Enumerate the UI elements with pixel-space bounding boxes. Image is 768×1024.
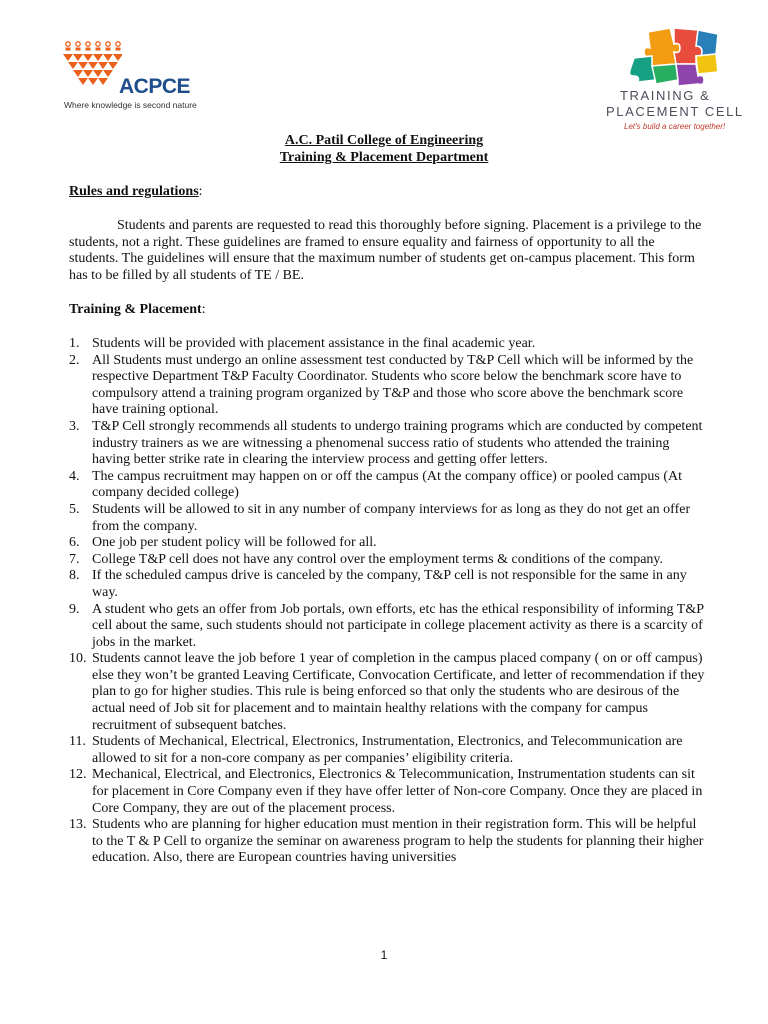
rule-number: 5. [69, 501, 80, 517]
rule-text: College T&P cell does not have any control over the employment terms & conditions of the company. [92, 551, 664, 567]
rules-title-text: Rules and regulations [69, 184, 199, 199]
rules-section-title [69, 184, 203, 200]
rule-item [69, 502, 709, 535]
training-title-text: Training & Placement [69, 302, 202, 317]
rule-item [69, 336, 709, 353]
rule-text: The campus recruitment may happen on or off the campus (At the company office) or pooled campus (At company decided college) [92, 468, 683, 501]
department-name: Training & Placement Department [279, 150, 489, 165]
puzzle-pieces-icon [626, 24, 730, 90]
training-section-title [69, 302, 206, 318]
rule-text: Students of Mechanical, Electrical, Electronics, Instrumentation, Electronics, and Telecommunication are allowed to sit for a non-core company as per companies’ eligibility criteria. [92, 734, 683, 766]
rule-item [69, 767, 709, 817]
rule-text: Mechanical, Electrical, and Electronics, Electronics & Telecommunication, Instrumentation students can sit for placement in Core Company even if they have offer letter of Non-core Company. Once they are placed in Core Company, they are out of the placement process. [92, 767, 703, 816]
rule-text: Students will be provided with placement assistance in the final academic year. [92, 336, 536, 351]
rule-number: 2. [69, 352, 80, 368]
rule-item [69, 734, 709, 767]
rule-item [69, 353, 709, 419]
page-number: 1 [380, 948, 388, 962]
logo-tagline: Let's build a career together! [624, 122, 726, 131]
rule-item [69, 535, 709, 552]
rule-number: 13. [69, 817, 87, 833]
rule-number: 1. [69, 336, 80, 351]
rule-number: 7. [69, 551, 80, 567]
document-heading [0, 132, 768, 166]
rule-number: 6. [69, 535, 80, 551]
rule-text: Students cannot leave the job before 1 year of completion in the campus placed company ( on or off campus) else they won’t be granted Leaving Certificate, Convocation Certificate, and letter of recommendation if they plan to go for higher studies. This rule is being enforced so that only the students who are desirous of the actual need of Job sit for placement and to maintain healthy relations with the company for campus recruitment of subsequent batches. [92, 651, 705, 733]
rule-text: T&P Cell strongly recommends all students to undergo training programs which are conducted by competent industry trainers as we are witnessing a phenomenal success ratio of students who attended the training having better strike rate in clearing the interview process and getting offer letters. [92, 418, 703, 468]
rule-text: A student who gets an offer from Job portals, own efforts, etc has the ethical responsibility of informing T&P cell about the same, such students should not participate in college placement activity as there is a scarcity of jobs in the market. [92, 601, 704, 650]
rule-text: All Students must undergo an online assessment test conducted by T&P Cell which will be informed by the respective Department T&P Faculty Coordinator. Students who score below the benchmark score have to compulsory attend a training program organized by T&P and those who score above the benchmark score have training optional. [92, 352, 694, 418]
rule-item [69, 419, 709, 469]
rule-item [69, 651, 709, 734]
rule-text: Students who are planning for higher education must mention in their registration form. This will be helpful to the T & P Cell to organize the seminar on awareness program to help the students for planning their higher education. Also, there are European countries having universities [92, 817, 704, 866]
acpce-emblem-icon [62, 40, 122, 88]
rule-text: If the scheduled campus drive is canceled by the company, T&P cell is not responsible for the same in any way. [92, 568, 687, 600]
intro-paragraph: Students and parents are requested to read this thoroughly before signing. Placement is a privilege to the students, not a right. These guidelines are framed to ensure equality and fairness of opportunity to all the students. The guidelines will ensure that the maximum number of students get on-campus placement. This form has to be filled by all students of TE / BE. [69, 218, 702, 283]
rules-title-colon: : [198, 184, 203, 199]
rule-item [69, 552, 709, 569]
rule-number: 9. [69, 601, 80, 617]
rule-item [69, 817, 709, 867]
rule-item [69, 568, 709, 601]
rules-list [69, 336, 709, 867]
rule-item [69, 469, 709, 502]
rule-text: Students will be allowed to sit in any number of company interviews for as long as they do not get an offer from the company. [92, 501, 691, 534]
rule-number: 12. [69, 767, 87, 783]
training-placement-cell-logo [600, 24, 760, 148]
acpce-logo [62, 40, 212, 112]
logo-text-placement-cell: PLACEMENT CELL [606, 104, 744, 119]
rule-number: 8. [69, 568, 80, 584]
rule-number: 4. [69, 468, 80, 484]
acpce-brand-text: ACPCE [119, 75, 191, 98]
rule-number: 11. [69, 734, 86, 750]
training-title-colon: : [201, 302, 206, 317]
rule-item [69, 602, 709, 652]
logo-text-training: TRAINING & [620, 88, 711, 103]
rule-text: One job per student policy will be followed for all. [92, 535, 377, 551]
college-name: A.C. Patil College of Engineering [284, 133, 484, 148]
rule-number: 3. [69, 418, 80, 434]
acpce-tagline: Where knowledge is second nature [64, 100, 197, 110]
rule-number: 10. [69, 651, 87, 667]
